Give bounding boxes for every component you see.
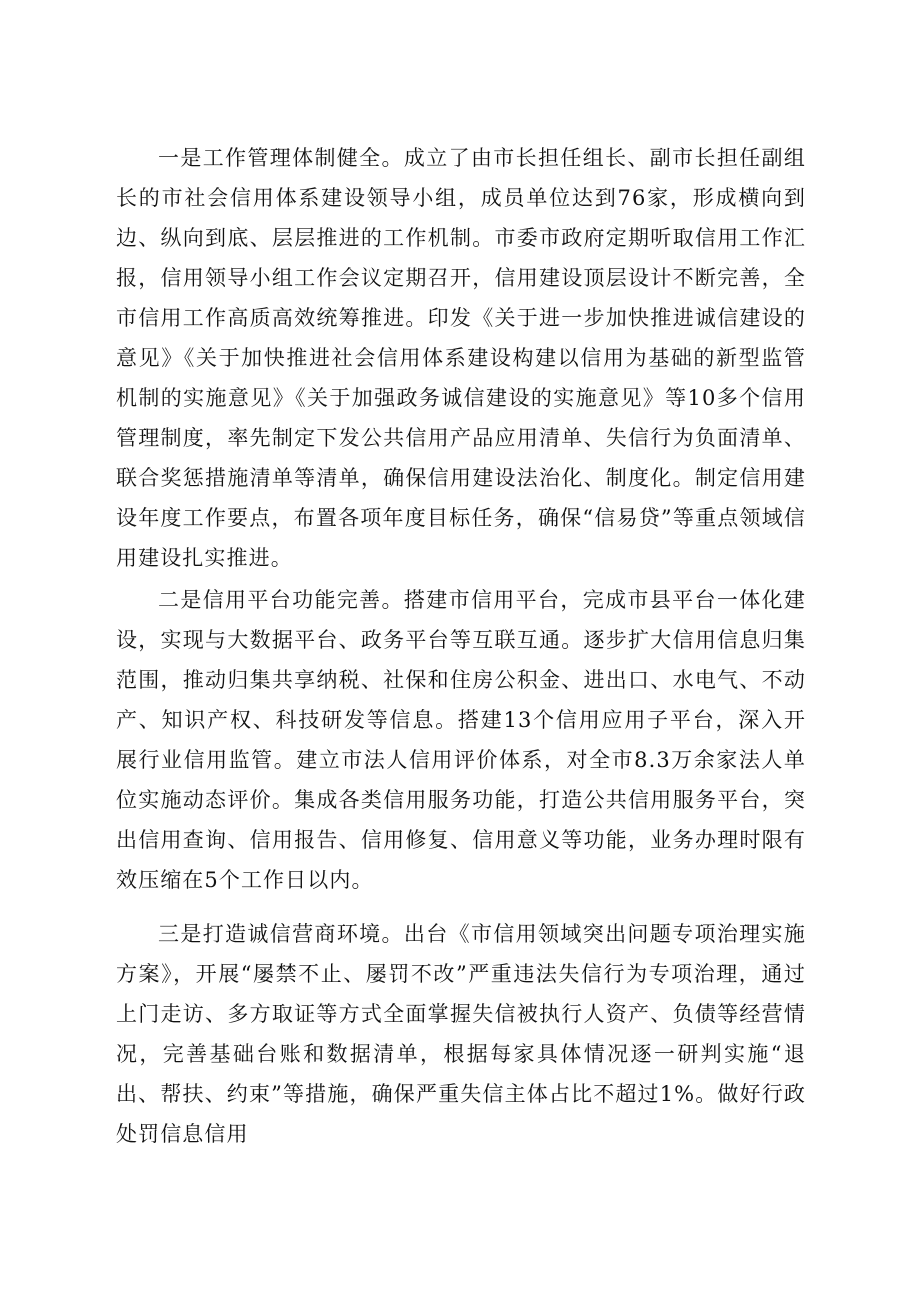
document-body [116, 138, 806, 1154]
paragraph-work-management: 一是工作管理体制健全。成立了由市长担任组长、副市长担任副组长的市社会信用体系建设领导小组，成员单位达到76家，形成横向到边、纵向到底、层层推进的工作机制。市委市政府定期听取信用工作汇报，信用领导小组工作会议定期召开，信用建设顶层设计不断完善，全市信用工作高质高效统筹推进。印发《关于进一步加快推进诚信建设的意见》《关于加快推进社会信用体系建设构建以信用为基础的新型监管机制的实施意见》《关于加强政务诚信建设的实施意见》等10多个信用管理制度，率先制定下发公共信用产品应用清单、失信行为负面清单、联合奖惩措施清单等清单，确保信用建设法治化、制度化。制定信用建设年度工作要点，布置各项年度目标任务，确保“信易贷”等重点领域信用建设扎实推进。 [116, 146, 806, 570]
paragraph-credit-platform: 二是信用平台功能完善。搭建市信用平台，完成市县平台一体化建设，实现与大数据平台、政务平台等互联互通。逐步扩大信用信息归集范围，推动归集共享纳税、社保和住房公积金、进出口、水电气、不动产、知识产权、科技研发等信息。搭建13个信用应用子平台，深入开展行业信用监管。建立市法人信用评价体系，对全市8.3万余家法人单位实施动态评价。集成各类信用服务功能，打造公共信用服务平台，突出信用查询、信用报告、信用修复、信用意义等功能，业务办理时限有效压缩在5个工作日以内。 [116, 588, 806, 892]
paragraph-business-environment: 三是打造诚信营商环境。出台《市信用领域突出问题专项治理实施方案》，开展“屡禁不止、屡罚不改”严重违法失信行为专项治理，通过上门走访、多方取证等方式全面掌握失信被执行人资产、负债等经营情况，完善基础台账和数据清单，根据每家具体情况逐一研判实施“退出、帮扶、约束”等措施，确保严重失信主体占比不超过1%。做好行政处罚信息信用 [116, 922, 806, 1146]
